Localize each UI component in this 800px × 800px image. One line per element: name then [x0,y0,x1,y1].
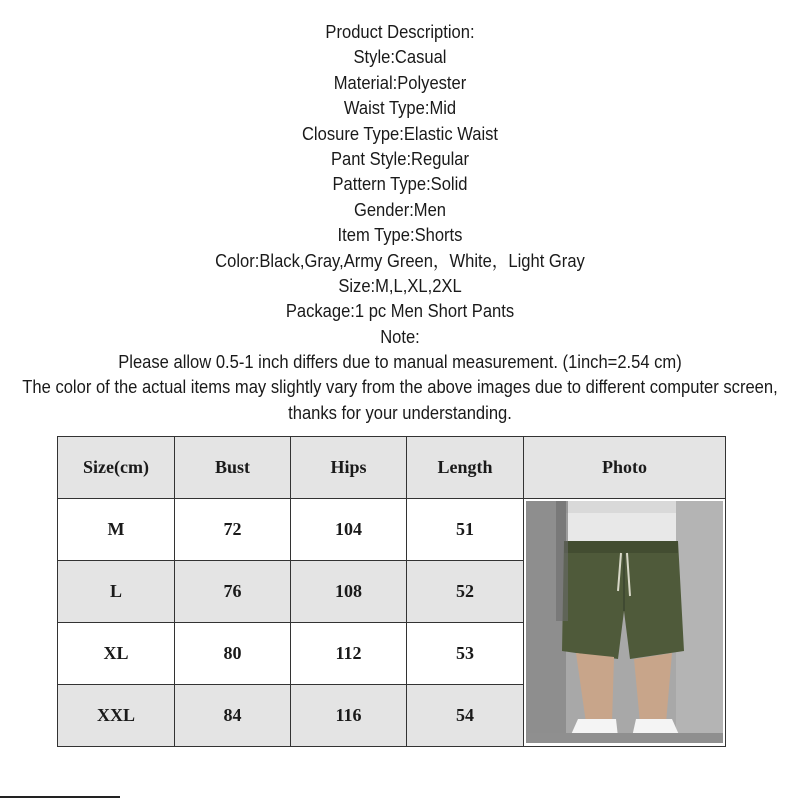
cell-hips: 112 [291,623,407,685]
description-line: Material:Polyester [333,72,467,93]
cell-hips: 104 [291,499,407,561]
description-line: thanks for your understanding. [288,402,512,423]
description-line: Size:M,L,XL,2XL [338,275,462,296]
cell-size: XXL [58,685,175,747]
description-line: Style:Casual [353,47,447,68]
description-line: The color of the actual items may slightly vary from the above images due to different computer screen, [22,377,778,398]
cell-length: 52 [407,561,524,623]
header-photo: Photo [524,437,726,499]
size-chart-table [57,436,726,747]
cell-bust: 72 [175,499,291,561]
table-header-row [58,437,726,499]
description-line: Note: [380,326,420,347]
description-line: Product Description: [325,22,475,42]
product-description [0,20,800,426]
header-length: Length [407,437,524,499]
table-row [58,499,726,561]
cell-length: 53 [407,623,524,685]
description-line: Pattern Type:Solid [332,174,468,195]
header-bust: Bust [175,437,291,499]
cell-hips: 108 [291,561,407,623]
cell-bust: 84 [175,685,291,747]
cell-size: M [58,499,175,561]
photo-cell [524,499,726,747]
cell-bust: 80 [175,623,291,685]
description-line: Gender:Men [353,199,447,220]
description-line: Please allow 0.5-1 inch differs due to manual measurement. (1inch=2.54 cm) [118,352,682,373]
cell-size: XL [58,623,175,685]
cell-length: 54 [407,685,524,747]
description-line: Color:Black,Gray,Army Green，White，Light Gray [215,250,585,271]
cell-bust: 76 [175,561,291,623]
description-line: Pant Style:Regular [330,148,470,169]
shorts-model-image [526,501,723,743]
header-size: Size(cm) [58,437,175,499]
description-line: Item Type:Shorts [337,225,463,246]
description-line: Package:1 pc Men Short Pants [285,301,515,322]
cell-size: L [58,561,175,623]
description-line: Closure Type:Elastic Waist [301,123,499,144]
divider-line [0,796,120,798]
product-photo [526,501,723,743]
cell-hips: 116 [291,685,407,747]
cell-length: 51 [407,499,524,561]
header-hips: Hips [291,437,407,499]
description-line: Waist Type:Mid [343,98,457,119]
